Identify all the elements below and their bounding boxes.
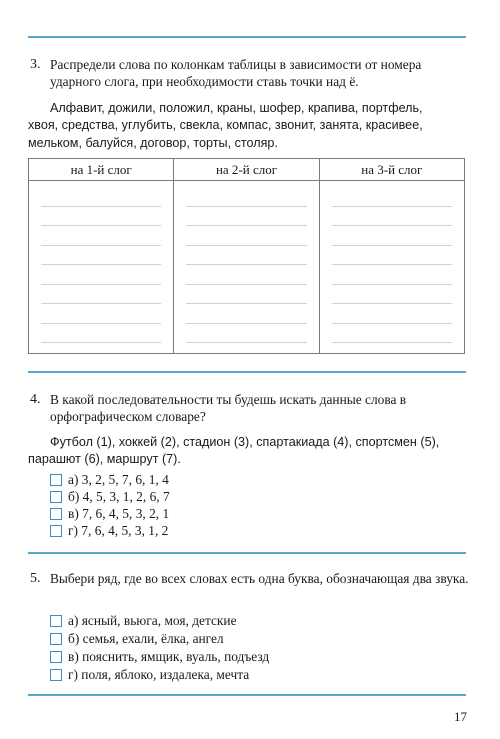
checkbox[interactable] <box>50 525 62 537</box>
top-rule <box>28 36 466 38</box>
table-header-1: на 1-й слог <box>29 159 174 181</box>
question-5-number: 5. <box>30 571 41 586</box>
option-label: г) 7, 6, 4, 5, 3, 1, 2 <box>68 523 169 538</box>
checkbox[interactable] <box>50 615 62 627</box>
table-header-3: на 3-й слог <box>319 159 464 181</box>
question-5-text: Выбери ряд, где во всех словах есть одна буква, обозначающая два звука. <box>50 571 469 586</box>
question-4-words-rest: парашют (6), маршрут (7). <box>28 452 181 466</box>
checkbox[interactable] <box>50 633 62 645</box>
q5-option-c[interactable] <box>50 648 269 665</box>
section-rule-2 <box>28 552 466 554</box>
section-rule-1 <box>28 371 466 373</box>
question-4-number: 4. <box>30 392 41 407</box>
question-3-text: Распредели слова по колонкам таблицы в зависимости от номера ударного слога, при необходимости ставь точки над ё. <box>50 57 422 89</box>
option-label: а) ясный, вьюга, моя, детские <box>68 613 237 628</box>
q5-option-b[interactable] <box>50 630 224 647</box>
option-label: г) поля, яблоко, издалека, мечта <box>68 667 250 682</box>
option-label: в) 7, 6, 4, 5, 3, 2, 1 <box>68 506 170 521</box>
question-3-number: 3. <box>30 57 41 72</box>
table-column-3[interactable] <box>319 181 464 354</box>
question-4-words-line1: Футбол (1), хоккей (2), стадион (3), спартакиада (4), спортсмен (5), <box>50 435 440 449</box>
checkbox[interactable] <box>50 508 62 520</box>
q5-option-d[interactable] <box>50 666 249 683</box>
q5-option-a[interactable] <box>50 612 237 629</box>
checkbox[interactable] <box>50 669 62 681</box>
option-label: б) семья, ехали, ёлка, ангел <box>68 631 224 646</box>
option-label: б) 4, 5, 3, 1, 2, 6, 7 <box>68 489 170 504</box>
option-label: в) пояснить, ямщик, вуаль, подъезд <box>68 649 270 664</box>
checkbox[interactable] <box>50 651 62 663</box>
checkbox[interactable] <box>50 474 62 486</box>
q4-option-d[interactable] <box>50 522 168 539</box>
option-label: а) 3, 2, 5, 7, 6, 1, 4 <box>68 472 169 487</box>
table-column-1[interactable] <box>29 181 174 354</box>
bottom-rule <box>28 694 466 696</box>
q4-option-c[interactable] <box>50 505 169 522</box>
table-column-2[interactable] <box>174 181 319 354</box>
q4-option-a[interactable] <box>50 471 169 488</box>
question-3-words-line1: Алфавит, дожили, положил, краны, шофер, крапива, портфель, <box>50 101 423 115</box>
checkbox[interactable] <box>50 491 62 503</box>
page-number: 17 <box>454 709 467 724</box>
table-header-2: на 2-й слог <box>174 159 319 181</box>
q4-option-b[interactable] <box>50 488 170 505</box>
question-3-words-rest: хвоя, средства, углубить, свекла, компас, звонит, занята, красивее, мельком, балуйся, договор, торты, столяр. <box>28 118 423 150</box>
question-4-text: В какой последовательности ты будешь искать данные слова в орфографическом словаре? <box>50 392 407 424</box>
syllable-table <box>28 158 465 354</box>
